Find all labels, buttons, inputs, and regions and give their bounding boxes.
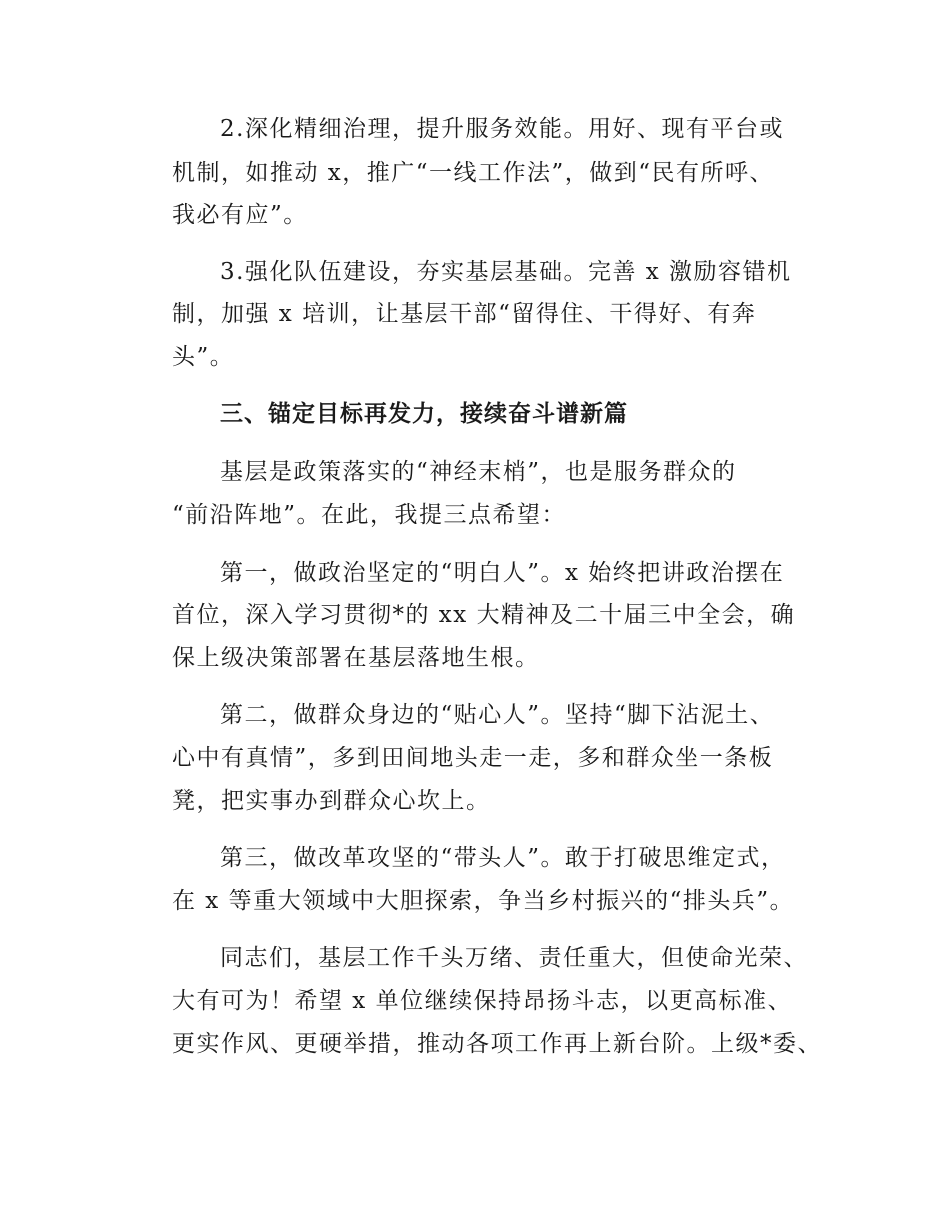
section-heading: 三、锚定目标再发力，接续奋斗谱新篇 [220,401,628,427]
first-line-1: 第一，做政治坚定的“明白人”。x 始终把讲政治摆在 [220,560,785,586]
paragraph-2-line-3: 我必有应”。 [172,202,308,228]
paragraph-3-line-2: 制，加强 x 培训，让基层干部“留得住、干得好、有奔 [172,301,757,327]
closing-line-3: 更实作风、更硬举措，推动各项工作再上新台阶。上级*委、 [172,1031,822,1057]
second-line-1: 第二，做群众身边的“贴心人”。坚持“脚下沾泥土、 [220,702,775,728]
second-line-3: 凳，把实事办到群众心坎上。 [172,788,491,814]
paragraph-3-line-1: 3.强化队伍建设，夯实基层基础。完善 x 激励容错机 [220,259,792,285]
closing-line-1: 同志们，基层工作千头万绪、责任重大，但使命光荣、 [220,945,808,971]
second-line-2: 心中有真情”，多到田间地头走一走，多和群众坐一条板 [172,745,774,771]
third-line-2: 在 x 等重大领域中大胆探索，争当乡村振兴的“排头兵”。 [172,888,795,914]
closing-line-2: 大有可为！希望 x 单位继续保持昂扬斗志，以更高标准、 [172,988,793,1014]
paragraph-3-line-3: 头”。 [172,344,235,370]
paragraph-2-line-2: 机制，如推动 x，推广“一线工作法”，做到“民有所呼、 [172,160,775,186]
first-line-2: 首位，深入学习贯彻*的 xx 大精神及二十届三中全会，确 [172,602,796,628]
intro-line-1: 基层是政策落实的“神经末梢”，也是服务群众的 [220,459,737,485]
intro-line-2: “前沿阵地”。在此，我提三点希望： [172,502,567,528]
third-line-1: 第三，做改革攻坚的“带头人”。敢于打破思维定式， [220,845,786,871]
paragraph-2-line-1: 2.深化精细治理，提升服务效能。用好、现有平台或 [220,116,784,142]
first-line-3: 保上级决策部署在基层落地生根。 [172,645,540,671]
